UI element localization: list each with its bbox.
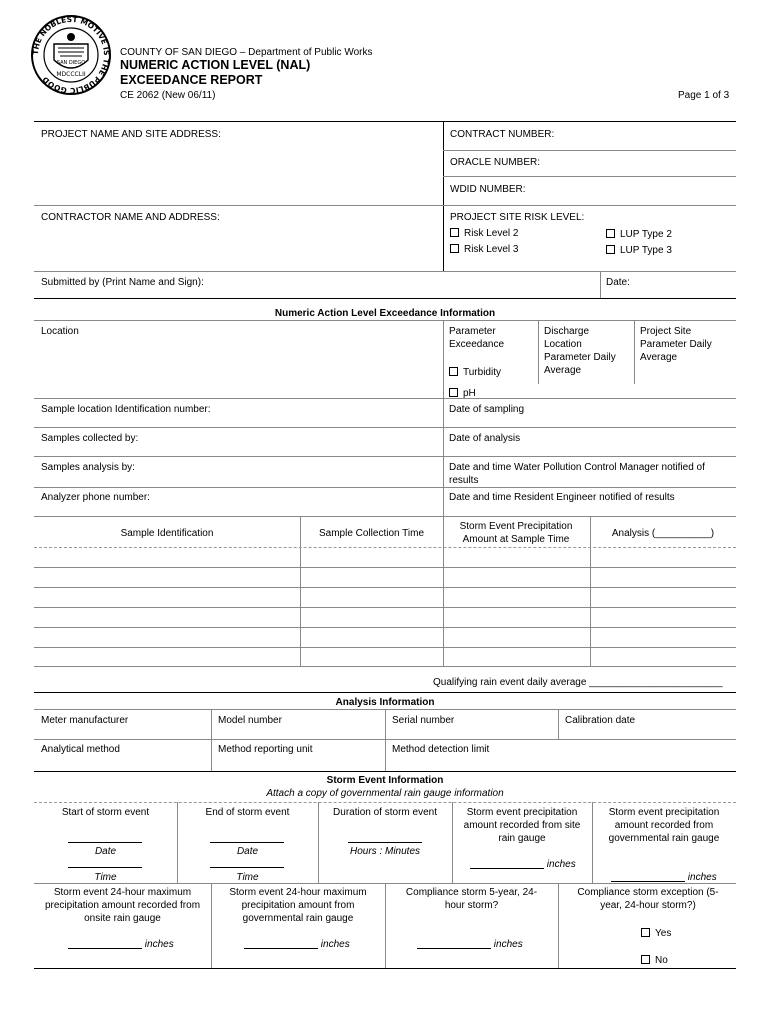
analysis-section-title: Analysis Information: [335, 697, 435, 708]
checkbox-icon[interactable]: [641, 928, 650, 937]
samples-analysis-by-label: Samples analysis by:: [41, 462, 135, 473]
col-analysis: Analysis (__________): [611, 528, 715, 539]
site-gauge-label: Storm event precipitation amount recorded from site rain gauge: [463, 807, 581, 844]
checkbox-icon[interactable]: [450, 244, 459, 253]
calibration-date-label: Calibration date: [565, 715, 636, 726]
end-time-field[interactable]: [210, 867, 284, 868]
county-seal-logo: [30, 14, 112, 96]
meter-manufacturer-label: Meter manufacturer: [41, 715, 129, 726]
checkbox-icon[interactable]: [606, 245, 615, 254]
compliance-inches-field[interactable]: inches: [417, 938, 523, 951]
checkbox-icon[interactable]: [606, 229, 615, 238]
project-site-average-label: Project Site Parameter Daily Average: [640, 326, 712, 363]
serial-number-label: Serial number: [392, 715, 455, 726]
form-title-line1: NUMERIC ACTION LEVEL (NAL): [120, 58, 311, 72]
start-date-caption: Date: [94, 846, 117, 857]
duration-of-storm-label: Duration of storm event: [333, 807, 437, 818]
ph-option[interactable]: pH: [449, 387, 476, 400]
wdid-number-label: WDID NUMBER:: [450, 184, 526, 195]
exception-yes-option[interactable]: Yes: [641, 927, 671, 940]
re-notified-label: Date and time Resident Engineer notified of results: [449, 492, 675, 503]
end-date-caption: Date: [236, 846, 259, 857]
turbidity-option[interactable]: Turbidity: [449, 366, 501, 379]
samples-collected-by-label: Samples collected by:: [41, 433, 139, 444]
page-number: Page 1 of 3: [678, 90, 730, 101]
risk-level-2-option[interactable]: Risk Level 2: [450, 227, 518, 240]
location-label: Location: [41, 326, 79, 337]
max-onsite-label: Storm event 24-hour maximum precipitation amount recorded from onsite rain gauge: [44, 887, 201, 924]
checkbox-icon[interactable]: [449, 388, 458, 397]
col-sample-collection-time: Sample Collection Time: [318, 528, 425, 539]
lup-type-2-option[interactable]: LUP Type 2: [606, 228, 672, 241]
end-date-field[interactable]: [210, 842, 284, 843]
risk-level-3-option[interactable]: Risk Level 3: [450, 243, 518, 256]
svg-text:THE NOBLEST MOTIVE IS THE PUBL: THE NOBLEST MOTIVE IS THE PUBLIC GOOD: [30, 14, 112, 96]
submitted-by-label: Submitted by (Print Name and Sign):: [41, 277, 204, 288]
analytical-method-label: Analytical method: [41, 744, 120, 755]
date-of-analysis-label: Date of analysis: [449, 433, 521, 444]
checkbox-icon[interactable]: [449, 367, 458, 376]
col-storm-precipitation: Storm Event Precipitation Amount at Sample Time: [459, 521, 573, 545]
sample-location-id-label: Sample location Identification number:: [41, 404, 211, 415]
exception-no-option[interactable]: No: [641, 954, 668, 967]
analyzer-phone-label: Analyzer phone number:: [41, 492, 150, 503]
start-date-field[interactable]: [68, 842, 142, 843]
gov-gauge-label: Storm event precipitation amount recorded from governmental rain gauge: [608, 807, 720, 844]
form-number: CE 2062 (New 06/11): [120, 90, 216, 101]
contractor-name-address-label: CONTRACTOR NAME AND ADDRESS:: [41, 212, 220, 223]
start-time-field[interactable]: [68, 867, 142, 868]
form-title-line2: EXCEEDANCE REPORT: [120, 73, 263, 87]
blank-line[interactable]: [470, 859, 544, 869]
svg-text:SAN DIEGO: SAN DIEGO: [56, 60, 86, 66]
storm-section-title: Storm Event Information: [326, 775, 444, 786]
checkbox-icon[interactable]: [641, 955, 650, 964]
wpcm-notified-label: Date and time Water Pollution Control Manager notified of results: [449, 462, 705, 486]
duration-field[interactable]: [348, 842, 422, 843]
hours-minutes-caption: Hours : Minutes: [349, 846, 421, 857]
lup-type-3-option[interactable]: LUP Type 3: [606, 244, 672, 257]
qualifying-rain-event: Qualifying rain event daily average ________________________: [433, 677, 723, 688]
site-gauge-inches-field[interactable]: inches: [470, 858, 576, 871]
blank-line[interactable]: [244, 939, 318, 949]
blank-line[interactable]: [68, 939, 142, 949]
method-detection-limit-label: Method detection limit: [392, 744, 490, 755]
max-gov-inches-field[interactable]: inches: [244, 938, 350, 951]
nal-section-title: Numeric Action Level Exceedance Information: [274, 308, 496, 319]
parameter-exceedance-label: Parameter Exceedance: [449, 326, 505, 350]
storm-section-subtitle: Attach a copy of governmental rain gauge information: [266, 788, 504, 799]
date-label: Date:: [606, 277, 630, 288]
start-of-storm-label: Start of storm event: [61, 807, 150, 818]
col-sample-identification: Sample Identification: [120, 528, 214, 539]
discharge-location-label: Discharge Location Parameter Daily Average: [544, 326, 616, 376]
contract-number-label: CONTRACT NUMBER:: [450, 129, 555, 140]
blank-line[interactable]: [611, 872, 685, 882]
svg-text:MDCCCLII: MDCCCLII: [56, 71, 86, 78]
model-number-label: Model number: [218, 715, 282, 726]
method-reporting-unit-label: Method reporting unit: [218, 744, 313, 755]
risk-level-label: PROJECT SITE RISK LEVEL:: [450, 212, 585, 223]
project-name-address-label: PROJECT NAME AND SITE ADDRESS:: [41, 129, 221, 140]
compliance-exception-label: Compliance storm exception (5-year, 24-hour storm?): [577, 887, 719, 911]
compliance-storm-label: Compliance storm 5-year, 24-hour storm?: [405, 887, 538, 911]
oracle-number-label: ORACLE NUMBER:: [450, 157, 541, 168]
max-onsite-inches-field[interactable]: inches: [68, 938, 174, 951]
start-time-caption: Time: [94, 872, 117, 883]
end-of-storm-label: End of storm event: [205, 807, 290, 818]
checkbox-icon[interactable]: [450, 228, 459, 237]
date-of-sampling-label: Date of sampling: [449, 404, 525, 415]
agency-name: COUNTY OF SAN DIEGO – Department of Public Works: [120, 47, 373, 58]
end-time-caption: Time: [236, 872, 259, 883]
max-gov-label: Storm event 24-hour maximum precipitation amount from governmental rain gauge: [229, 887, 367, 924]
gov-gauge-inches-field[interactable]: inches: [611, 871, 717, 884]
blank-line[interactable]: [417, 939, 491, 949]
